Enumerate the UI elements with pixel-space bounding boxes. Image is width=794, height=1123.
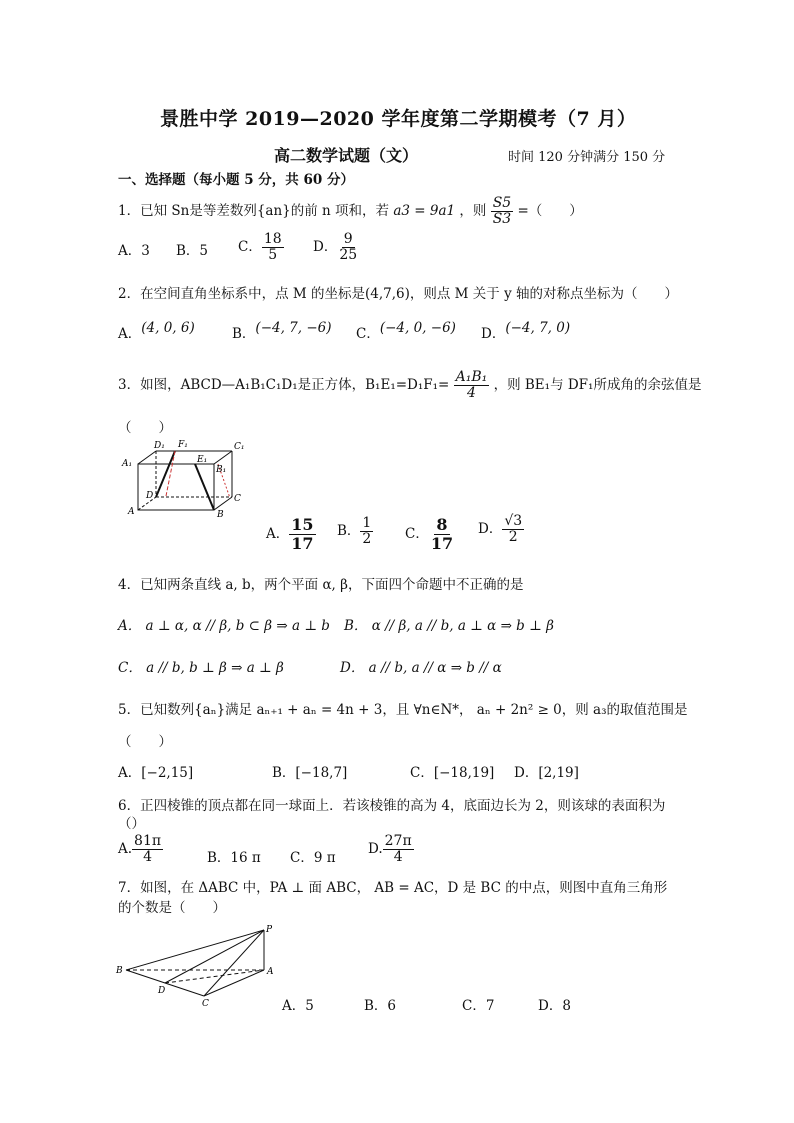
q2-option-c: C．(−4, 0, −6) — [356, 320, 456, 342]
question-5-stem: 5．已知数列{aₙ}满足 aₙ₊₁ + aₙ = 4n + 3，且 ∀n∈N*， aₙ + 2n² ≥ 0，则 a₃的取值范围是 — [118, 702, 688, 718]
q6-option-b: B．16 π — [207, 850, 261, 866]
section-heading: 一、选择题（每小题 5 分，共 60 分） — [118, 172, 354, 188]
cube-label-b1: B₁ — [216, 465, 227, 475]
q4-option-c: C． a // b, b ⊥ β ⇒ a ⊥ β — [118, 660, 284, 676]
pyramid-label-b: B — [116, 966, 123, 976]
question-4-stem: 4．已知两条直线 a, b，两个平面 α, β，下面四个命题中不正确的是 — [118, 577, 524, 593]
q7-option-c: C．7 — [462, 998, 495, 1014]
pyramid-figure — [114, 922, 284, 1008]
q5-option-a: A．[−2,15] — [118, 765, 194, 781]
q1-option-d: D． $\frac{9}{25}$ — [313, 231, 358, 263]
exam-subtitle: 高二数学试题（文） — [274, 146, 419, 165]
q2-option-d: D．(−4, 7, 0) — [481, 320, 571, 342]
question-3-stem: 3．如图，ABCD—A₁B₁C₁D₁是正方体，B₁E₁=D₁F₁= $\frac{\text{A₁B₁}}{4}$ ，则 BE₁与 DF₁所成角的余弦值是 — [118, 369, 702, 401]
q7-option-a: A．5 — [282, 998, 314, 1014]
q6-option-a: A. $\frac{81\pi}{4}$ — [118, 833, 162, 865]
cube-label-c1: C₁ — [234, 442, 245, 452]
q2-option-b: B．(−4, 7, −6) — [232, 320, 332, 342]
question-6-stem: 6．正四棱锥的顶点都在同一球面上．若该棱锥的高为 4，底面边长为 2，则该球的表面积为 — [118, 798, 666, 814]
q6-option-c: C．9 π — [290, 850, 336, 866]
exam-title: 景胜中学 2019—2020 学年度第二学期模考（7 月） — [160, 108, 637, 130]
q7-option-d: D．8 — [538, 998, 571, 1014]
q1-condition: a3 = 9a1 — [393, 203, 456, 219]
q1-option-b: B．5 — [176, 243, 209, 259]
q7-option-b: B．6 — [364, 998, 397, 1014]
q1-stem-text-c: =（ ） — [517, 203, 583, 219]
pyramid-label-a: A — [267, 967, 274, 977]
q3-option-c: C． $\frac{8}{17}$ — [405, 515, 454, 553]
q4-option-d: D． a // b, a // α ⇒ b // α — [340, 660, 502, 676]
q1-stem-text-b: ，则 — [459, 203, 487, 219]
q1-stem-text: 1．已知 Sn是等差数列{an}的前 n 项和，若 — [118, 203, 390, 219]
q3-option-a: A． $\frac{15}{17}$ — [266, 515, 314, 553]
q4-option-a: A． a ⊥ α, α // β, b ⊂ β ⇒ a ⊥ b — [118, 618, 330, 634]
q6-paren: （） — [118, 816, 145, 832]
q3-option-b: B． $\frac{1}{2}$ — [337, 515, 372, 547]
question-2-stem: 2．在空间直角坐标系中，点 M 的坐标是(4,7,6)，则点 M 关于 y 轴的对称点坐标为（ ） — [118, 286, 678, 302]
q5-option-c: C．[−18,19] — [410, 765, 495, 781]
q7-stem-line2: 的个数是（ ） — [118, 900, 226, 916]
cube-label-d: D — [146, 491, 154, 501]
cube-label-b: B — [217, 510, 224, 518]
q1-fraction: $\frac{S5}{S3}$ — [492, 195, 512, 227]
q6-option-d: D. $\frac{27\pi}{4}$ — [368, 833, 412, 865]
pyramid-label-p: P — [266, 925, 273, 935]
q5-paren: （ ） — [118, 734, 172, 750]
cube-label-d1: D₁ — [154, 441, 165, 451]
cube-label-a: A — [128, 507, 135, 517]
q3-paren: （ ） — [118, 420, 172, 436]
question-1-stem — [118, 196, 583, 227]
question-7-stem: 7．如图，在 ΔABC 中，PA ⊥ 面 ABC， AB = AC，D 是 BC 的中点，则图中直角三角形 — [118, 880, 668, 896]
pyramid-label-d: D — [158, 986, 166, 996]
q4-option-b: B． α // β, a // b, a ⊥ α ⇒ b ⊥ β — [344, 618, 554, 634]
q5-option-d: D．[2,19] — [514, 765, 579, 781]
q3-option-d: D． $\frac{√3}{2}$ — [478, 513, 523, 545]
q1-option-c: C． $\frac{18}{5}$ — [238, 231, 282, 263]
pyramid-label-c: C — [202, 999, 209, 1008]
cube-label-c: C — [234, 494, 241, 504]
time-note: 时间 120 分钟满分 150 分 — [508, 150, 666, 165]
cube-figure — [118, 436, 268, 518]
cube-label-f1: F₁ — [178, 440, 188, 450]
cube-label-e1: E₁ — [197, 455, 208, 465]
q2-option-a: A．(4, 0, 6) — [118, 320, 195, 342]
q5-option-b: B．[−18,7] — [272, 765, 348, 781]
cube-label-a1: A₁ — [122, 459, 133, 469]
q3-fraction: $\frac{\text{A₁B₁}}{4}$ — [455, 369, 488, 401]
q1-option-a: A．3 — [118, 243, 150, 259]
